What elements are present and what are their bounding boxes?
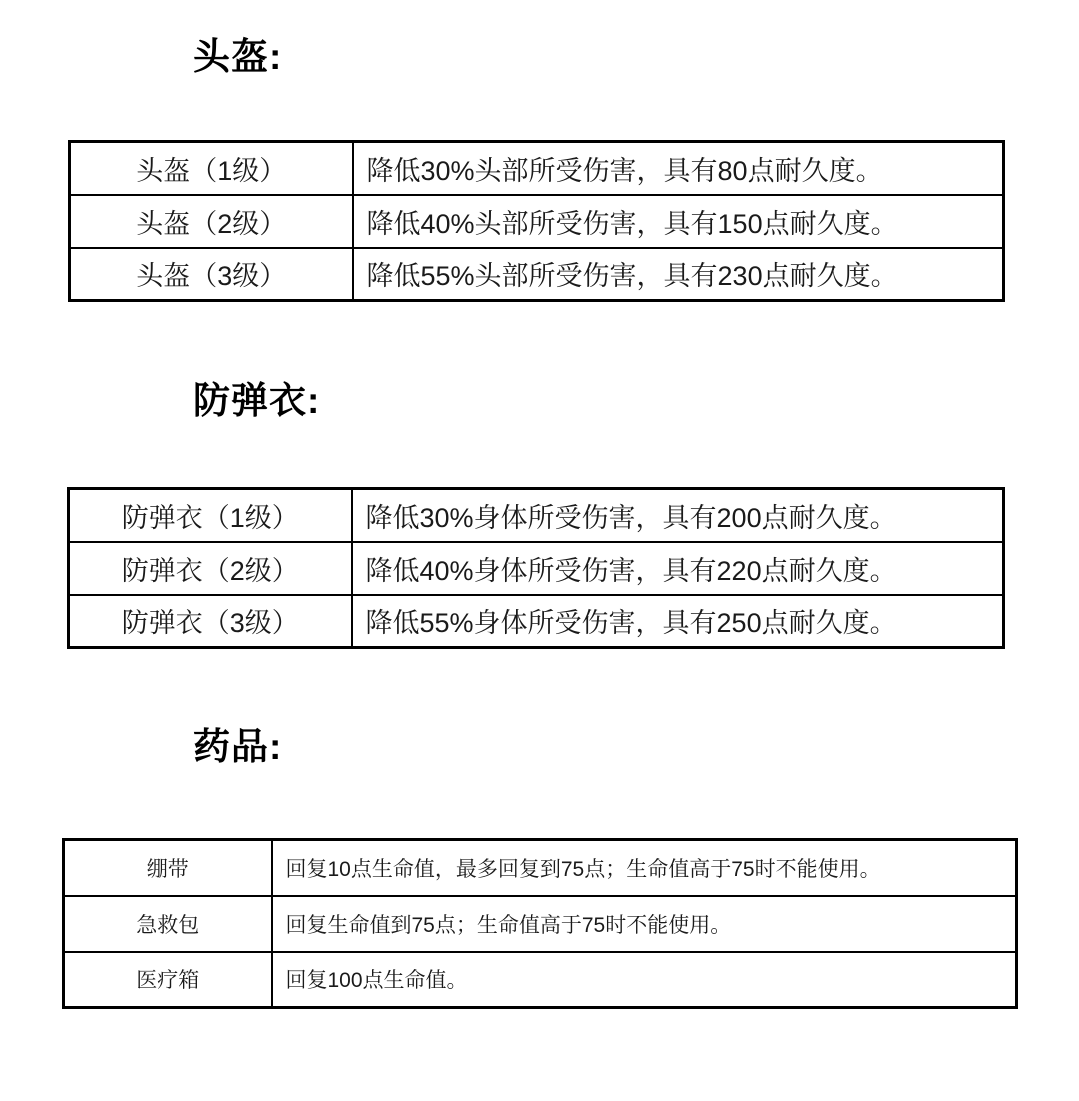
- item-name-cell: 防弹衣（2级）: [69, 542, 352, 595]
- table-row: [64, 952, 1017, 1008]
- item-desc-cell: 降低55%头部所受伤害，具有230点耐久度。: [353, 248, 1004, 301]
- medicine-table: [62, 838, 1018, 1009]
- item-desc-cell: 降低30%头部所受伤害，具有80点耐久度。: [353, 142, 1004, 195]
- section-heading-helmet: 头盔:: [193, 36, 283, 77]
- item-desc-cell: 降低40%身体所受伤害，具有220点耐久度。: [352, 542, 1004, 595]
- item-name-cell: 急救包: [64, 896, 272, 952]
- item-desc-cell: 降低55%身体所受伤害，具有250点耐久度。: [352, 595, 1004, 648]
- item-name-cell: 医疗箱: [64, 952, 272, 1008]
- table-row: [64, 840, 1017, 896]
- table-row: [70, 195, 1004, 248]
- item-desc-cell: 回复100点生命值。: [272, 952, 1017, 1008]
- item-name-cell: 绷带: [64, 840, 272, 896]
- item-desc-cell: 回复生命值到75点；生命值高于75时不能使用。: [272, 896, 1017, 952]
- section-heading-medicine: 药品:: [193, 726, 283, 767]
- helmet-table: [68, 140, 1005, 302]
- table-row: [69, 542, 1004, 595]
- item-name-cell: 头盔（2级）: [70, 195, 353, 248]
- item-name-cell: 头盔（1级）: [70, 142, 353, 195]
- table-row: [70, 142, 1004, 195]
- body-armor-table: [67, 487, 1005, 649]
- item-name-cell: 头盔（3级）: [70, 248, 353, 301]
- item-name-cell: 防弹衣（1级）: [69, 489, 352, 542]
- table-row: [69, 595, 1004, 648]
- item-desc-cell: 回复10点生命值，最多回复到75点；生命值高于75时不能使用。: [272, 840, 1017, 896]
- table-row: [70, 248, 1004, 301]
- table-row: [69, 489, 1004, 542]
- item-desc-cell: 降低30%身体所受伤害，具有200点耐久度。: [352, 489, 1004, 542]
- item-desc-cell: 降低40%头部所受伤害，具有150点耐久度。: [353, 195, 1004, 248]
- item-name-cell: 防弹衣（3级）: [69, 595, 352, 648]
- section-heading-body-armor: 防弹衣:: [193, 380, 321, 421]
- table-row: [64, 896, 1017, 952]
